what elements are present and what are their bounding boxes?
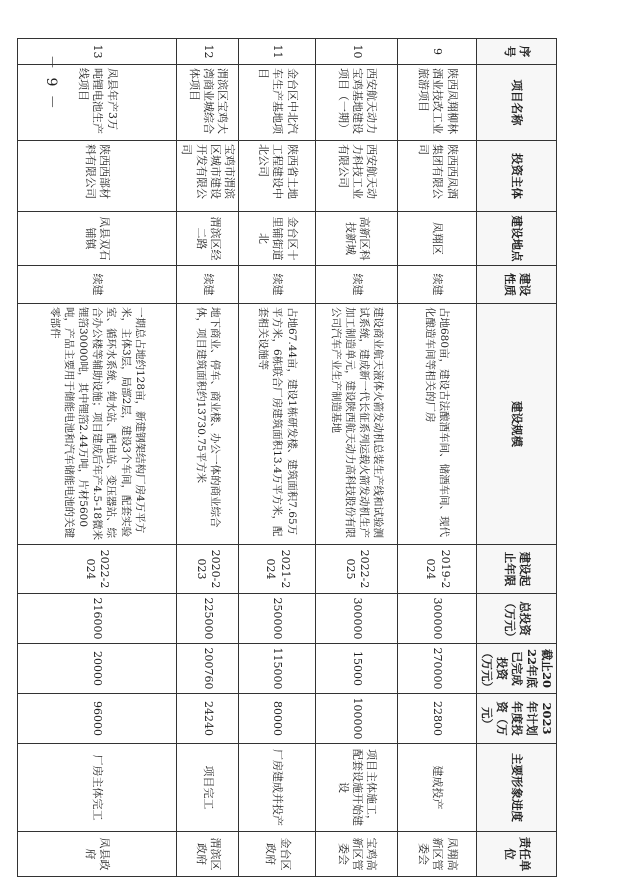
- cell-investor: 陕西西部材料有限公司: [18, 141, 177, 212]
- cell-total: 225000: [177, 594, 239, 644]
- table-row: [177, 39, 239, 877]
- cell-investor: 陕西省土地工程建设中北公司: [239, 141, 316, 212]
- cell-scale: 建设商业航天液体火箭发动机总装生产线和试验测试系统，建成新一代长征系列运载火箭发动机生产加工制造单元，建设陕西航天动力高科技股份有限公司汽车产业生产制造基地: [316, 304, 398, 545]
- cell-unit: 渭滨区政府: [177, 832, 239, 877]
- header-milestone: 主要形象进度: [477, 744, 557, 832]
- cell-investor: 宝鸡市渭滨区城市建设开发有限公司: [177, 141, 239, 212]
- cell-seq: 13: [18, 39, 177, 65]
- table-row: [239, 39, 316, 877]
- cell-milestone: 项目完工: [177, 744, 239, 832]
- cell-period: 2019-2024: [398, 545, 477, 594]
- cell-completed: 115000: [239, 644, 316, 694]
- cell-nature: 续建: [18, 266, 177, 304]
- header-nature: 建设性质: [477, 266, 557, 304]
- cell-total: 250000: [239, 594, 316, 644]
- cell-seq: 12: [177, 39, 239, 65]
- cell-nature: 续建: [316, 266, 398, 304]
- cell-investor: 西安航天动力科技工业有限公司: [316, 141, 398, 212]
- cell-period: 2022-2025: [316, 545, 398, 594]
- cell-completed: 15000: [316, 644, 398, 694]
- header-total: 总投资（万元）: [477, 594, 557, 644]
- cell-scale: 占地67.44亩，建设1栋研发楼、建筑面积7.65万平方米，6栋联合厂房建筑面积13.4万平方米，配套相关设施等: [239, 304, 316, 545]
- project-table-container: [48, 38, 557, 872]
- cell-milestone: 建成投产: [398, 744, 477, 832]
- cell-unit: 金台区政府: [239, 832, 316, 877]
- header-completed: 截止2022年底已完成投资（万元）: [477, 644, 557, 694]
- header-name: 项目名称: [477, 65, 557, 141]
- cell-nature: 续建: [177, 266, 239, 304]
- cell-name: 西安航天动力宝鸡基地建设项目（一期）: [316, 65, 398, 141]
- cell-location: 凤翔区: [398, 212, 477, 266]
- cell-nature: 续建: [239, 266, 316, 304]
- cell-location: 渭滨区经二路: [177, 212, 239, 266]
- cell-scale: 地下商业、停车、商业楼、办公一体的商业综合体，项目建筑面积约13730.75平方米: [177, 304, 239, 545]
- header-period: 建设起止年限: [477, 545, 557, 594]
- cell-total: 300000: [398, 594, 477, 644]
- cell-period: 2022-2024: [18, 545, 177, 594]
- header-scale: 建设规模: [477, 304, 557, 545]
- cell-scale: 一期总占地约128亩，新建钢架结构厂房4万平方米，主体3层，局部2层，建设3个车间，配套实验室、循环水系统、纯水站、配电站、变压器站、综合办公楼等辅助设施；项目建成后年产4.5-18微米锂箔30000吨，其中锂箔2.44万吨，片材5600吨，产品主要用于储能电池和汽车储能电池的关键零部件: [18, 304, 177, 545]
- cell-name: 金台区中北汽车生产基地项目: [239, 65, 316, 141]
- cell-milestone: 项目主体施工，配套设施开始建设: [316, 744, 398, 832]
- header-plan2023: 2023年计划年度投资（万元）: [477, 694, 557, 744]
- cell-total: 216000: [18, 594, 177, 644]
- cell-unit: 宝鸡高新区管委会: [316, 832, 398, 877]
- cell-location: 金台区十里铺街道北: [239, 212, 316, 266]
- cell-milestone: 厂房建成并投产: [239, 744, 316, 832]
- header-investor: 投资主体: [477, 141, 557, 212]
- cell-name: 渭滨区宝鸡大湾商业城综合体项目: [177, 65, 239, 141]
- header-seq: 序号: [477, 39, 557, 65]
- cell-seq: 10: [316, 39, 398, 65]
- page-number: － 9 －: [43, 55, 59, 111]
- cell-name: 陕西凤翔柳林酒业技改工业旅游项目: [398, 65, 477, 141]
- cell-plan2023: 96000: [18, 694, 177, 744]
- project-table: [17, 38, 557, 877]
- cell-milestone: 厂房主体完工: [18, 744, 177, 832]
- table-row: [18, 39, 177, 877]
- cell-plan2023: 80000: [239, 694, 316, 744]
- header-location: 建设地点: [477, 212, 557, 266]
- cell-period: 2020-2023: [177, 545, 239, 594]
- cell-location: 高新区科技新城: [316, 212, 398, 266]
- table-row: [398, 39, 477, 877]
- cell-plan2023: 100000: [316, 694, 398, 744]
- table-row: [316, 39, 398, 877]
- cell-nature: 续建: [398, 266, 477, 304]
- cell-completed: 200760: [177, 644, 239, 694]
- rotated-table-region: [48, 38, 557, 872]
- cell-plan2023: 24240: [177, 694, 239, 744]
- cell-unit: 凤县政府: [18, 832, 177, 877]
- table-header-row: [477, 39, 557, 877]
- cell-completed: 270000: [398, 644, 477, 694]
- cell-investor: 陕西西凤酒集团有限公司: [398, 141, 477, 212]
- cell-seq: 11: [239, 39, 316, 65]
- cell-scale: 占地680亩，建设古法酿酒车间、储酒车间、现代化酿造车间等相关的厂房: [398, 304, 477, 545]
- cell-plan2023: 22800: [398, 694, 477, 744]
- cell-location: 凤县双石铺镇: [18, 212, 177, 266]
- cell-seq: 9: [398, 39, 477, 65]
- cell-completed: 20000: [18, 644, 177, 694]
- cell-total: 300000: [316, 594, 398, 644]
- cell-unit: 凤翔高新区管委会: [398, 832, 477, 877]
- cell-name: 凤县年产3万吨锂电池生产线项目: [18, 65, 177, 141]
- header-unit: 责任单位: [477, 832, 557, 877]
- cell-period: 2021-2024: [239, 545, 316, 594]
